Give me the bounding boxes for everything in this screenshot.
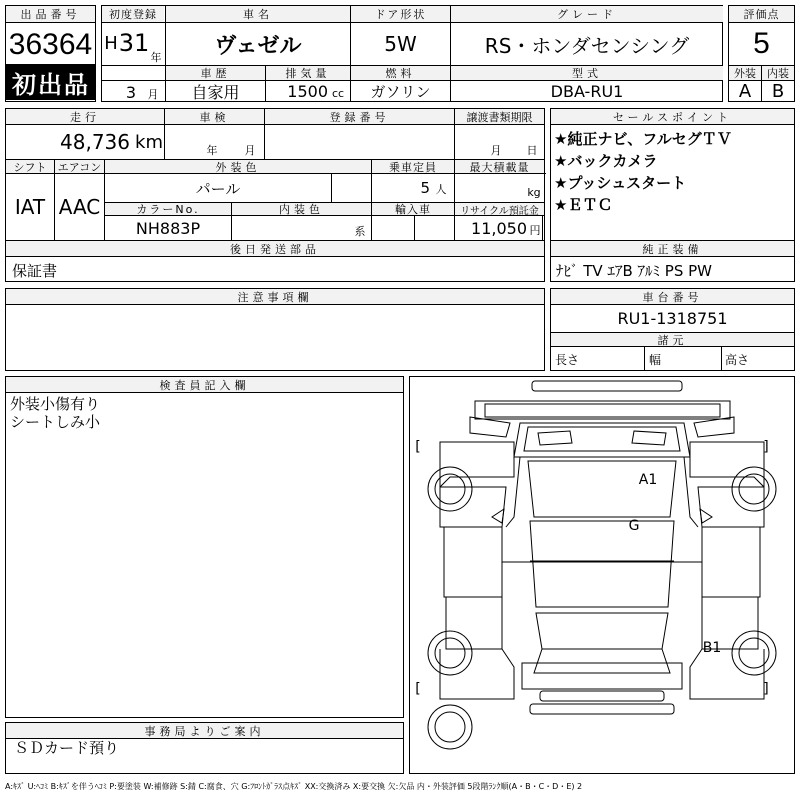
inspection-label: 車検 [165,109,264,124]
load-unit: kg [527,185,541,199]
sales-point-item: ★プッシュスタート [554,174,687,192]
transfer-label: 譲渡書類期限 [455,109,544,124]
damage-mark: B1 [702,640,722,656]
width-label: 幅 [649,352,662,367]
fuel: ガソリン [370,83,431,101]
transfer-day-unit: 日 [526,144,538,157]
sales-points-box [550,108,795,282]
ac-label: エアコン [55,160,104,173]
sales-point-item: ★ＥＴＣ [554,196,613,214]
model-label: 型式 [451,66,723,80]
inspector-box [5,376,404,718]
door-type: 5W [384,32,417,56]
ext-grade: A [738,81,752,102]
displacement: 1500 [287,82,328,101]
recycle-label: リサイクル預託金 [455,203,544,215]
ext-color: パール [195,179,241,198]
displacement-unit: cc [331,86,345,100]
score: 5 [753,27,770,60]
details-table [5,108,545,282]
damage-legend: A:ｷｽﾞ U:ﾍｺﾐ B:ｷｽﾞを伴うﾍｺﾐ P:要塗装 W:補修跡 S:錆 C:腐食、穴 G:ﾌﾛﾝﾄｶﾞﾗｽ点ｷｽﾞ XX:交換済み X:要交換 欠:欠品 内・外装評価 5段階ﾗﾝｸ順(A・B・C・D・E) 2 [5,781,583,791]
vehicle-header-table [101,5,723,102]
left-bracket: [ [415,439,421,455]
history-label: 車歴 [166,66,265,80]
score-box [728,5,795,102]
era: H [104,32,118,54]
reg-month: 3 [125,82,137,102]
sales-point-item: ★純正ナビ、フルセグＴＶ [554,130,732,148]
ac: AAC [58,195,101,219]
shift-label: シフト [6,160,54,173]
equipment-label: 純正装備 [551,241,794,256]
history: 自家用 [191,83,240,102]
interior-unit: 系 [354,225,366,238]
recycle-unit: 円 [529,224,541,237]
displacement-label: 排気量 [266,66,350,80]
damage-mark: G [628,518,640,534]
mileage: 48,736 [60,130,130,154]
lot-label: 出品番号 [6,6,95,22]
capacity-label: 乗車定員 [372,160,454,173]
right-bracket: ] [763,681,769,697]
reg-number-label: 登録番号 [265,109,454,124]
shift: IAT [14,195,46,219]
left-bracket: [ [415,681,421,697]
color-no-label: カラーNo. [105,203,231,215]
dimensions-label: 諸元 [551,333,794,346]
inspection-month-unit: 月 [244,144,256,157]
inspector-note: 外装小傷有り [10,395,101,413]
grade: RS・ホンダセンシング [484,33,690,58]
load-label: 最大積載量 [455,160,544,173]
import-label: 輸入車 [372,203,454,215]
year-unit: 年 [150,51,162,64]
chassis-number: RU1-1318751 [617,309,728,328]
chassis-box [550,288,795,371]
inspection-year-unit: 年 [206,144,218,157]
fuel-label: 燃料 [351,66,450,80]
delivery-value: 保証書 [12,261,58,280]
height-label: 高さ [725,352,750,367]
int-label: 内装 [762,66,794,80]
sales-point-item: ★バックカメラ [554,152,658,170]
sales-points-label: セールスポイント [551,109,794,124]
capacity-unit: 人 [435,183,447,196]
reg-year: 31 [118,29,150,57]
chassis-label: 車台番号 [551,289,794,304]
mileage-unit: km [135,131,163,153]
grade-label: グレード [451,6,723,22]
door-label: ドア形状 [351,6,450,22]
damage-mark: A1 [638,472,658,488]
first-reg-label: 初度登録 [102,6,164,22]
office-box [5,722,404,774]
car-name: ヴェゼル [214,33,302,59]
int-grade: B [771,81,785,102]
interior-color-label: 内装色 [232,203,371,215]
color-no: NH883P [135,218,201,238]
ext-label: 外装 [729,66,761,80]
mileage-label: 走行 [6,109,164,124]
car-name-label: 車名 [166,6,350,22]
caution-label: 注意事項欄 [6,289,544,304]
score-label: 評価点 [729,6,794,22]
ext-color-label: 外装色 [105,160,371,173]
recycle-fee: 11,050 [471,218,527,238]
delivery-label: 後日発送部品 [6,241,544,256]
capacity: 5 [420,179,430,197]
lot-number: 36364 [8,28,93,61]
right-bracket: ] [763,439,769,455]
transfer-month-unit: 月 [490,144,502,157]
first-listing-badge: 初出品 [6,64,96,100]
equipment-value: ﾅﾋﾞ TV ｴｱB ｱﾙﾐ PS PW [556,261,712,280]
damage-diagram [409,376,795,774]
inspector-label: 検査員記入欄 [6,377,403,392]
length-label: 長さ [555,352,580,367]
model: DBA-RU1 [550,82,624,101]
inspector-note: シートしみ小 [10,413,101,431]
month-unit: 月 [147,88,159,101]
office-label: 事務局よりご案内 [6,723,403,738]
caution-box [5,288,545,371]
office-note: ＳＤカード預り [14,739,120,757]
car-outline [410,377,794,773]
